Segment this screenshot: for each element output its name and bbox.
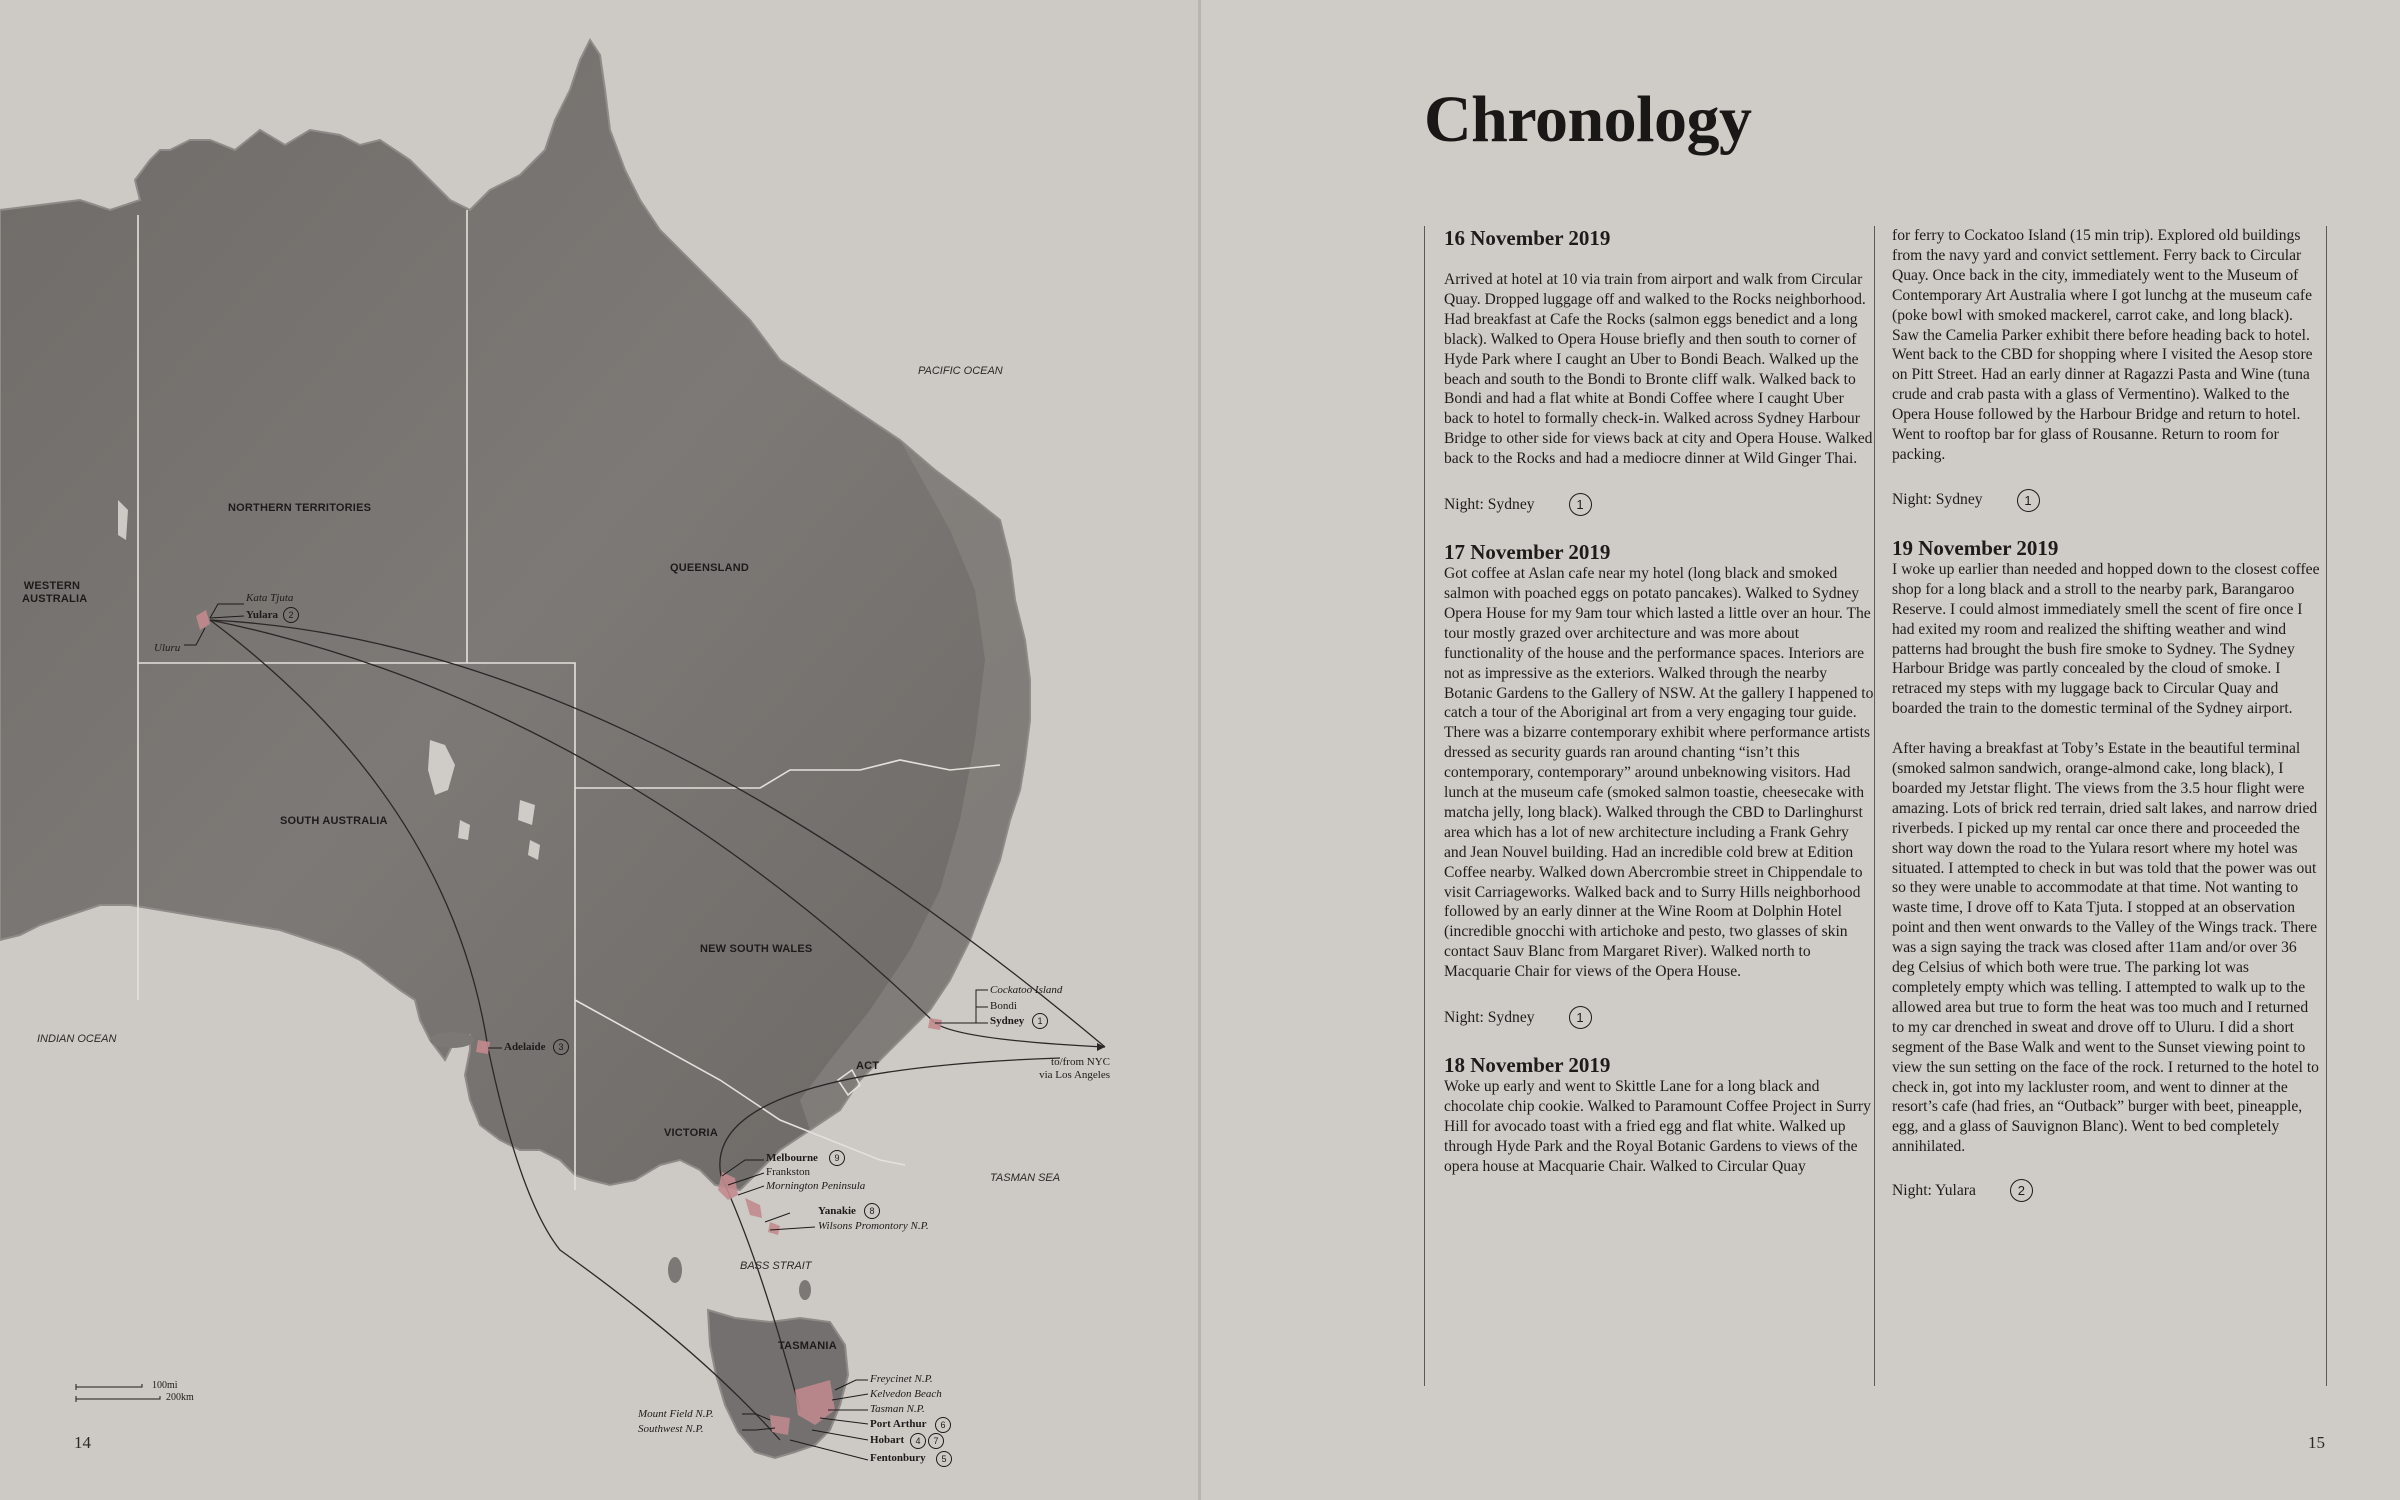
place-cockatoo-island: Cockatoo Island (990, 984, 1063, 996)
badge-adelaide: 3 (553, 1039, 569, 1055)
place-nyc: to/from NYC via Los Angeles (1039, 1056, 1110, 1081)
badge-sydney: 1 (1032, 1013, 1048, 1029)
place-yulara: Yulara (246, 609, 278, 621)
label-northern-territories: NORTHERN TERRITORIES (228, 502, 372, 514)
place-port-arthur: Port Arthur (870, 1418, 927, 1430)
entry-text-nov16: Arrived at hotel at 10 via train from airport and walk from Circular Quay. Dropped luggage off and walked to the Rocks neighborhood. Had breakfast at Cafe the Rocks (salmon eggs benedict and a long black). Walked to Opera House briefly and then south to corner of Hyde Park where I caught an Uber to Bondi Beach. Walked up the beach and south to the Bondi to Bronte cliff walk. Walked back to Bondi and had a flat white at Bondi Coffee where I caught Uber back to hotel to formally check-in. Walked across Sydney Harbour Bridge to other side for views back at city and Opera House. Walked back to the Rocks and had a mediocre dinner at Wild Ginger Thai. (1444, 271, 1873, 468)
entry-date-nov18: 18 November 2019 (1444, 1053, 1611, 1078)
place-wilsons: Wilsons Promontory N.P. (818, 1220, 929, 1232)
label-western-australia: WESTERN AUSTRALIA (22, 580, 88, 605)
label-bass-strait: BASS STRAIT (740, 1260, 812, 1272)
entry-text-nov17: Got coffee at Aslan cafe near my hotel (long black and smoked salmon with poached eggs on potato pancakes). Walked to Sydney Opera House for my 9am tour which lasted a little over an hour. The tour mostly grazed over architecture and was more about functionality of the house and the performance spaces. Interiors are not as impressive as the exteriors. Walked through the nearby Botanic Gardens to the Gallery of NSW. At the gallery I happened to catch a tour of the Aboriginal art from a very engaging tour guide. There was a bizarre contemporary exhibit where performance artists dressed as security guards ran around chanting “isn’t this contemporary, contemporary” around unbeknowing visitors. Had lunch at the museum cafe (smoked salmon toastie, cheesecake with matcha jelly, long black). Walked through the CBD to Darlinghurst area which has a lot of new architecture including a Frank Gehry and Jean Nouvel building. Had an incredible cold brew at Edition Coffee nearby. Walked down Abercrombie street in Chippendale to visit Carriageworks. Walked back and to Surry Hills neighborhood followed by an early dinner at the Wine Room at Dolphin Hotel (incredible gnocchi with artichoke and pesto, two glasses of skin contact Sauv Blanc from Margaret River). Walked north to Macquarie Chair for views of the Opera House. (1444, 565, 1874, 981)
scale-bar (76, 1384, 160, 1402)
label-pacific-ocean: PACIFIC OCEAN (918, 365, 1003, 377)
night-label: Night: Sydney (1444, 1008, 1535, 1026)
place-yanakie: Yanakie (818, 1205, 856, 1217)
label-victoria: VICTORIA (664, 1127, 718, 1139)
place-frankston: Frankston (766, 1166, 810, 1178)
badge-yulara: 2 (283, 607, 299, 623)
page-number-left: 14 (74, 1433, 91, 1452)
label-new-south-wales: NEW SOUTH WALES (700, 943, 813, 955)
label-south-australia: SOUTH AUSTRALIA (280, 815, 388, 827)
entry-date-nov16: 16 November 2019 (1444, 226, 1611, 250)
night-badge: 2 (2010, 1179, 2033, 1202)
night-label: Night: Sydney (1892, 491, 1983, 509)
column-rule-middle (1874, 226, 1875, 1386)
badge-hobart-a: 4 (910, 1433, 926, 1449)
entry-text-nov19: I woke up earlier than needed and hopped down to the closest coffee shop for a long black and a stroll to the nearby park, Barangaroo Reserve. I could almost immediately smell the scent of fire once I had exited my room and realized the shifting weather and wind patterns had brought the bush fire smoke to Sydney. The Sydney Harbour Bridge was partly concealed by the cloud of smoke. I retraced my steps with my luggage back to Circular Quay and boarded the train to the domestic terminal of the Sydney airport. (1892, 560, 2320, 718)
place-uluru: Uluru (154, 642, 181, 654)
place-sydney: Sydney (990, 1015, 1025, 1027)
place-kata-tjuta: Kata Tjuta (246, 592, 294, 604)
scale-miles: 100mi (152, 1380, 178, 1391)
entry-text-nov19-part2: After having a breakfast at Toby’s Estate in the beautiful terminal (smoked salmon sandwich, orange-almond cake, long black), I boarded my Jetstar flight. The views from the 3.5 hour flight were amazing. Lots of brick red terrain, dried salt lakes, and narrow dried riverbeds. I picked up my rental car once there and proceeded the short way down the road to the Yulara resort where my hotel was situated. I attempted to check in but was told that the power was out so they were unable to accommodate at that time. Not wanting to waste time, I drove off to Kata Tjuta. I stopped at an observation point and then went onwards to the Valley of the Wings track. There was a sign saying the track was closed after 11am and/or over 36 deg Celsius of which both were true. The parking lot was completely empty which was telling. I attempted to walk up to the allowed area but true to form the heat was too much and I returned to my car drenched in sweat and drove off to Uluru. I did a short segment of the Base Walk and went to the Sunset viewing point to view the sun setting on the face of the rock. I returned to the hotel to check in, got into my lackluster room, and went to dinner at the resort’s cafe (had fries, an “Outback” burger with beet, pineapple, egg, and a glass of Sauvignon Blanc). Went to bed completely annihilated. (1892, 740, 2319, 1156)
place-hobart: Hobart (870, 1434, 905, 1446)
night-badge: 1 (1569, 493, 1592, 516)
column-rule-right (2326, 226, 2327, 1386)
badge-fentonbury: 5 (936, 1451, 952, 1467)
scale-km: 200km (166, 1392, 194, 1403)
place-melbourne: Melbourne (766, 1152, 818, 1164)
place-tasman-np: Tasman N.P. (870, 1403, 925, 1415)
map-page (0, 0, 1198, 1500)
night-label: Night: Sydney (1444, 495, 1535, 513)
label-queensland: QUEENSLAND (670, 562, 750, 574)
badge-melbourne: 9 (829, 1150, 845, 1166)
night-badge: 1 (1569, 1006, 1592, 1029)
entry-night-nov17 (1444, 1006, 1874, 1029)
place-kelvedon: Kelvedon Beach (870, 1388, 942, 1400)
place-freycinet: Freycinet N.P. (870, 1373, 933, 1385)
entry-date-nov19: 19 November 2019 (1892, 535, 2059, 560)
entry-night-nov18 (1892, 489, 2322, 512)
place-mornington: Mornington Peninsula (766, 1180, 866, 1192)
label-tasman-sea: TASMAN SEA (990, 1172, 1061, 1184)
label-act: ACT (856, 1060, 880, 1072)
night-label: Night: Yulara (1892, 1181, 1976, 1199)
label-indian-ocean: INDIAN OCEAN (37, 1033, 117, 1045)
entry-date-nov17: 17 November 2019 (1444, 540, 1611, 565)
entry-text-nov18-continued: for ferry to Cockatoo Island (15 min trip). Explored old buildings from the navy yard and convict settlement. Ferry back to Circular Quay. Once back in the city, immediately went to the Museum of Contemporary Art Australia where I got lunchg at the museum cafe (poke bowl with smoked mackerel, carrot cake, and long black). Saw the Camelia Parker exhibit there before heading back to hotel. Went back to the CBD for shopping where I visited the Aesop store on Pitt Street. Had an early dinner at Ragazzi Pasta and Wine (tuna crude and crab pasta with a glass of Vermentino). Walked to the Opera House followed by the Harbour Bridge and return to hotel. Went to rooftop bar for glass of Rousanne. Return to room for packing. (1892, 227, 2313, 463)
badge-port-arthur: 6 (935, 1417, 951, 1433)
badge-hobart-b: 7 (928, 1433, 944, 1449)
night-badge: 1 (2017, 489, 2040, 512)
entry-night-nov16 (1444, 493, 1874, 516)
column-one (1444, 226, 1874, 1177)
place-mount-field: Mount Field N.P. (638, 1408, 714, 1420)
australia-map (0, 0, 1198, 1500)
page-number-right: 15 (2308, 1433, 2325, 1452)
place-bondi: Bondi (990, 1000, 1017, 1012)
entry-night-nov19 (1892, 1179, 2322, 1202)
badge-yanakie: 8 (864, 1203, 880, 1219)
column-two (1892, 226, 2322, 1202)
place-adelaide: Adelaide (504, 1041, 546, 1053)
place-fentonbury: Fentonbury (870, 1452, 926, 1464)
page-title: Chronology (1424, 83, 1752, 156)
label-tasmania: TASMANIA (778, 1340, 837, 1352)
column-rule-left (1424, 226, 1425, 1386)
entry-text-nov18: Woke up early and went to Skittle Lane for a long black and chocolate chip cookie. Walked to Paramount Coffee Project in Surry Hill for avocado toast with a fried egg and flat white. Walked up through Hyde Park and the Royal Botanic Gardens to views of the opera house at Macquarie Chair. Walked to Circular Quay (1444, 1078, 1871, 1175)
place-southwest: Southwest N.P. (638, 1423, 704, 1435)
